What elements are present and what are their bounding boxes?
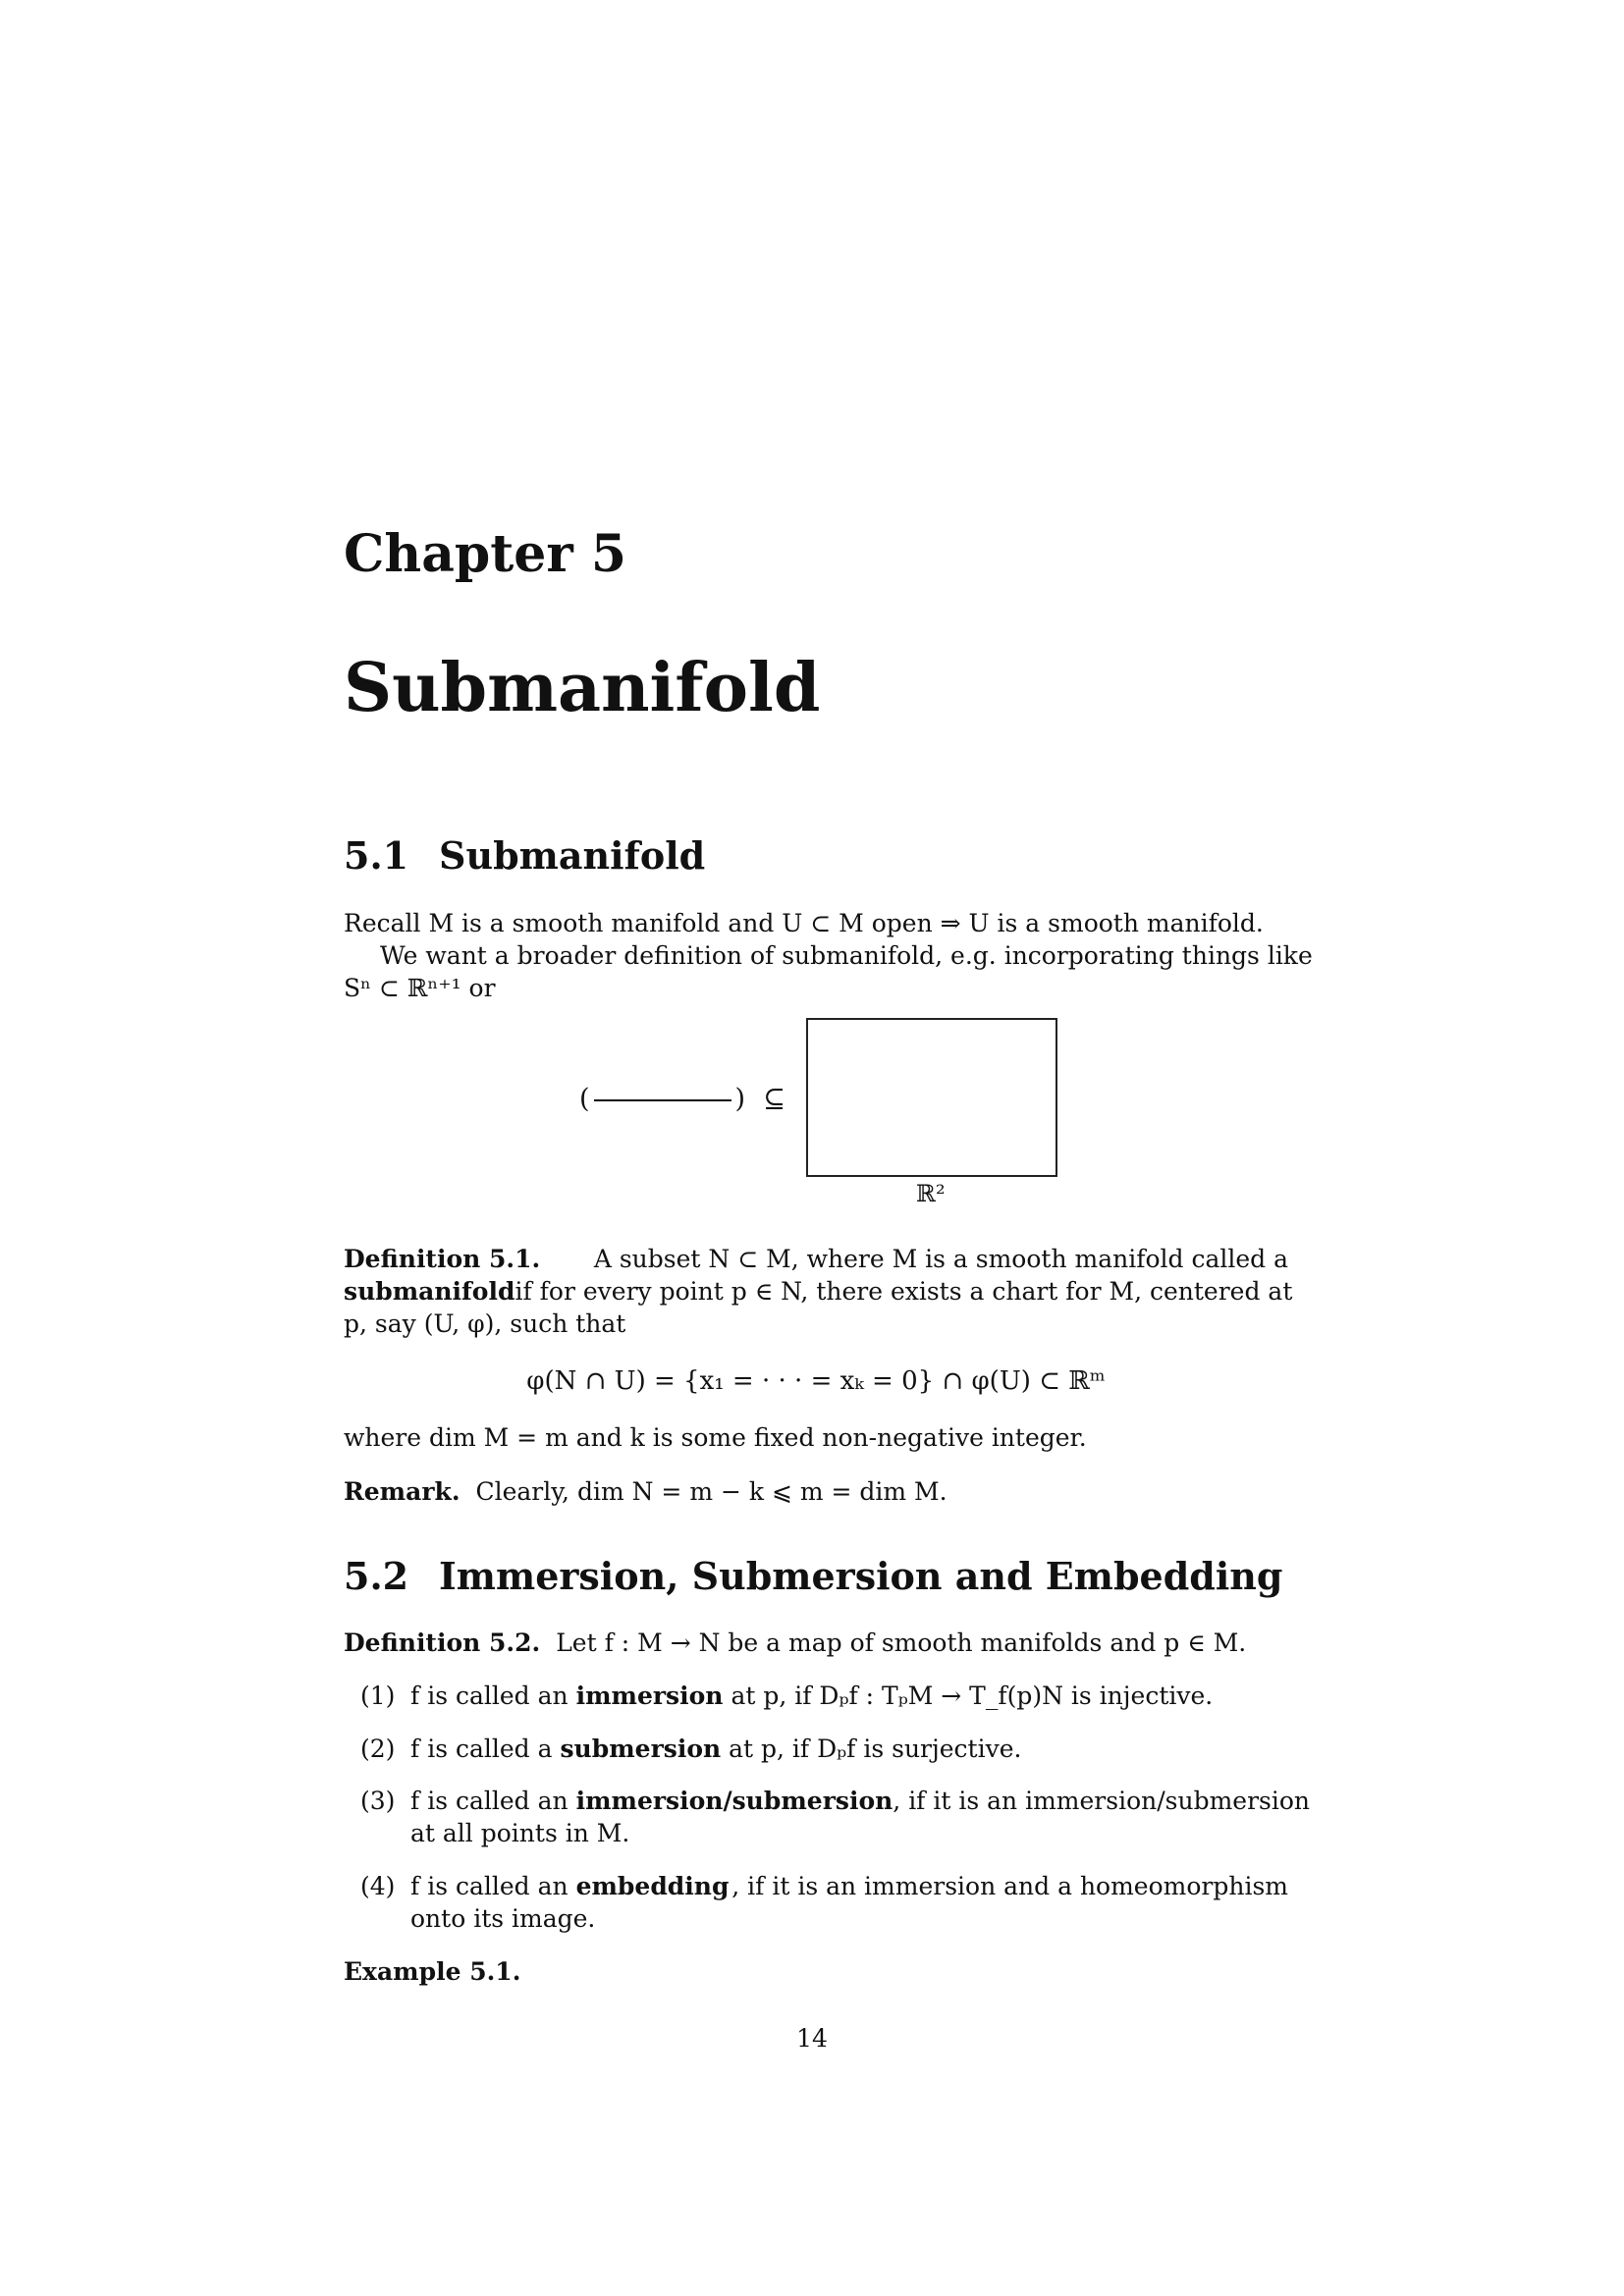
- chapter-label: Chapter 5: [344, 524, 627, 584]
- definition-label: Definition 5.1.: [344, 1245, 541, 1273]
- definition-5-1-line3: p, say (U, φ), such that: [344, 1309, 626, 1338]
- section-heading-5-2: [344, 1554, 1282, 1599]
- interval-close-paren: ): [734, 1084, 746, 1114]
- definition-text: Let f : M → N be a map of smooth manifolds and p ∈ M.: [556, 1629, 1247, 1657]
- plane-label: ℝ²: [916, 1180, 946, 1207]
- subset-symbol: ⊆: [763, 1084, 785, 1114]
- list-item-text: , if it is an immersion/submersion: [893, 1787, 1311, 1815]
- list-item-text: at all points in M.: [410, 1819, 630, 1847]
- list-item-text: onto its image.: [410, 1904, 596, 1933]
- paragraph-broader-line2: Sⁿ ⊂ ℝⁿ⁺¹ or: [344, 974, 496, 1002]
- interval-segment: [594, 1099, 731, 1101]
- section-number: 5.1: [344, 833, 409, 878]
- section-number: 5.2: [344, 1554, 409, 1598]
- definition-5-1-line2: [344, 1275, 1293, 1308]
- example-label: Example 5.1.: [344, 1957, 521, 1986]
- list-item-term: immersion: [575, 1682, 724, 1710]
- list-item-number: (1): [360, 1682, 396, 1710]
- list-item-term: submersion: [560, 1735, 722, 1763]
- list-item-text: , if it is an immersion and a homeomorphism: [731, 1872, 1288, 1900]
- interval-open-paren: (: [579, 1084, 590, 1114]
- definition-text: if for every point p ∈ N, there exists a chart for M, centered at: [514, 1277, 1293, 1306]
- paragraph-broader-line1: We want a broader definition of submanifold, e.g. incorporating things like: [380, 941, 1313, 970]
- definition-5-2: [344, 1627, 1246, 1659]
- paragraph-recall: Recall M is a smooth manifold and U ⊂ M open ⇒ U is a smooth manifold.: [344, 909, 1264, 937]
- list-item-text: f is called a: [410, 1735, 553, 1763]
- list-item-number: (2): [360, 1735, 396, 1763]
- definition-5-1-line1: [344, 1243, 1288, 1275]
- list-item-term: embedding: [575, 1872, 730, 1900]
- page-number: 14: [796, 2024, 828, 2053]
- figure-interval: [579, 1083, 785, 1116]
- section-title: Immersion, Submersion and Embedding: [439, 1554, 1283, 1598]
- definition-5-1-after: where dim M = m and k is some fixed non-negative integer.: [344, 1423, 1087, 1452]
- list-item-term: immersion/submersion: [575, 1787, 893, 1815]
- remark: [344, 1475, 947, 1508]
- list-item-text: f is called an: [410, 1787, 568, 1815]
- list-item-text: f is called an: [410, 1872, 568, 1900]
- plane-rectangle: [806, 1018, 1057, 1177]
- definition-term: submanifold: [344, 1277, 515, 1306]
- remark-label: Remark.: [344, 1477, 460, 1506]
- list-item-text: f is called an: [410, 1682, 568, 1710]
- definition-text: A subset N ⊂ M, where M is a smooth manifold called a: [593, 1245, 1288, 1273]
- section-heading-5-1: [344, 833, 705, 879]
- chapter-title: Submanifold: [344, 649, 821, 727]
- list-item-text: at p, if Dₚf is surjective.: [729, 1735, 1022, 1763]
- section-title: Submanifold: [439, 833, 706, 878]
- definition-equation: φ(N ∩ U) = {x₁ = · · · = xₖ = 0} ∩ φ(U) ⊂ ℝᵐ: [526, 1366, 1106, 1396]
- remark-text: Clearly, dim N = m − k ⩽ m = dim M.: [475, 1477, 947, 1506]
- submanifold-figure: [344, 1011, 1288, 1217]
- list-item-text: at p, if Dₚf : TₚM → T_f(p)N is injective.: [731, 1682, 1214, 1710]
- example-5-1: [344, 1955, 520, 1988]
- list-item-number: (3): [360, 1787, 396, 1815]
- definition-label: Definition 5.2.: [344, 1629, 541, 1657]
- list-item-number: (4): [360, 1872, 396, 1900]
